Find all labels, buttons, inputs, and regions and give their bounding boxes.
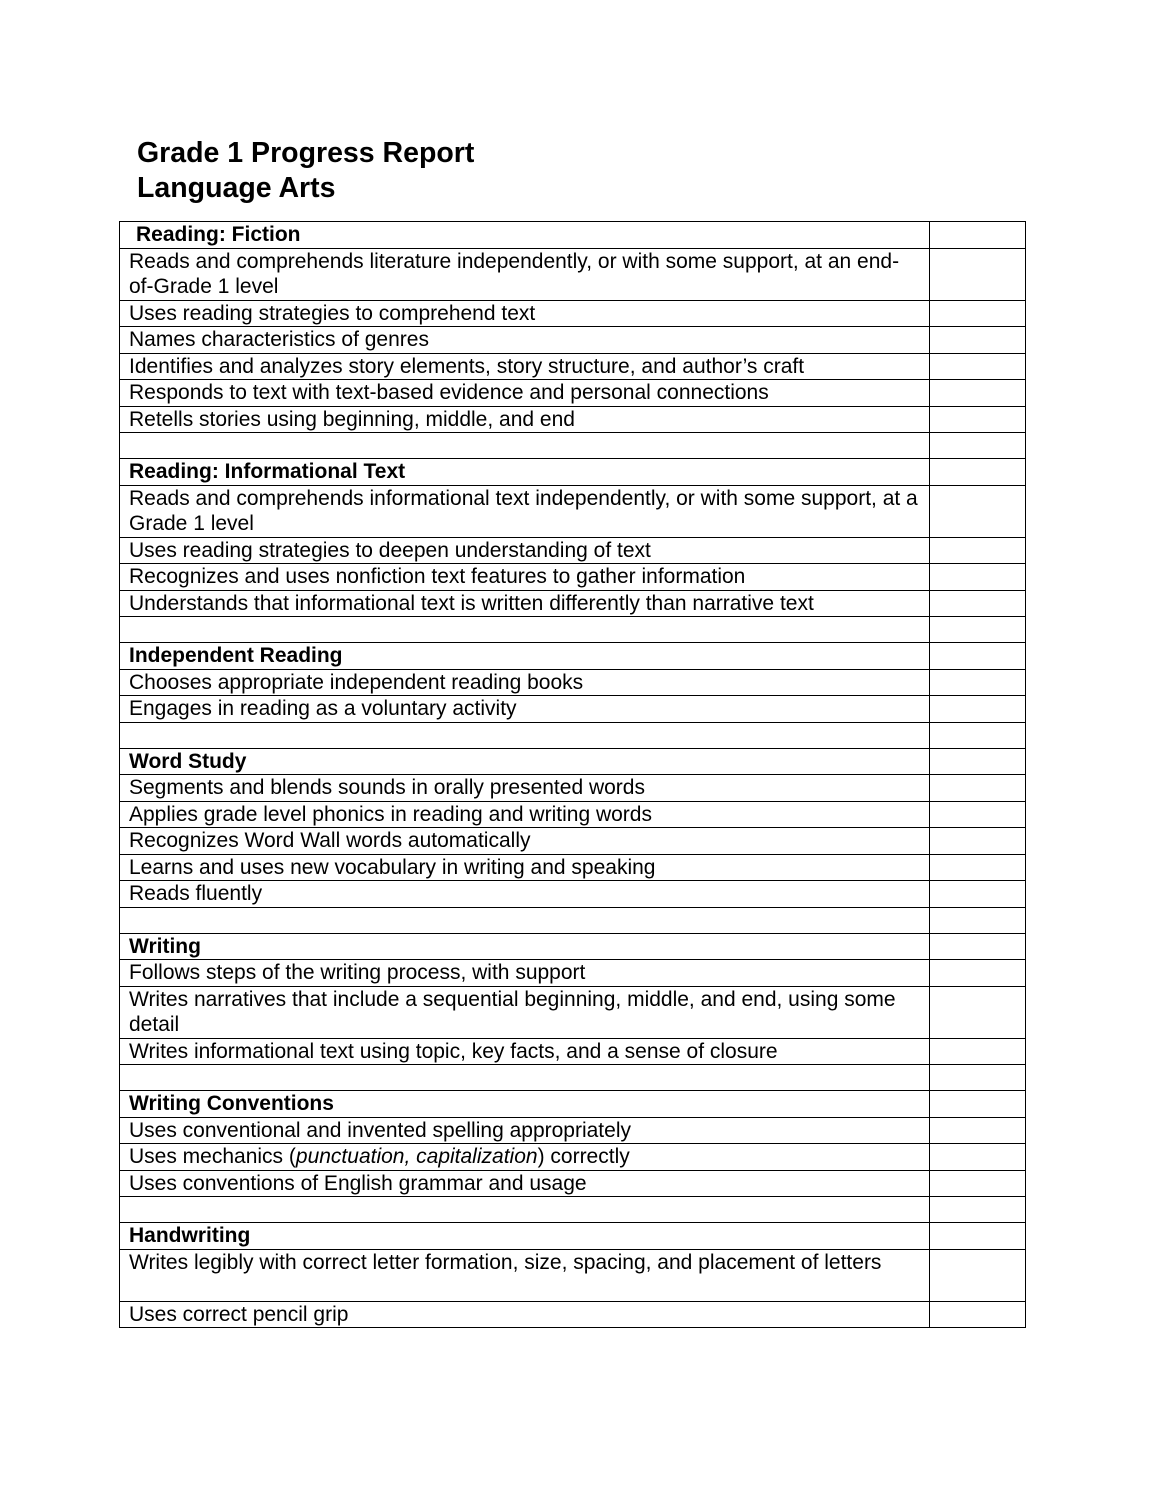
- rating-cell[interactable]: [930, 1249, 1026, 1301]
- subject-title: Language Arts: [137, 172, 336, 204]
- rating-cell[interactable]: [930, 775, 1026, 802]
- skill-description: Segments and blends sounds in orally presented words: [120, 775, 930, 802]
- rating-cell[interactable]: [930, 986, 1026, 1038]
- spacer-cell: [120, 1065, 930, 1091]
- skill-row: [120, 854, 1026, 881]
- skill-row: [120, 801, 1026, 828]
- rating-cell[interactable]: [930, 696, 1026, 723]
- skill-row: [120, 353, 1026, 380]
- skill-row: [120, 986, 1026, 1038]
- skill-text-italic: punctuation, capitalization: [295, 1145, 538, 1168]
- rating-cell[interactable]: [930, 960, 1026, 987]
- skill-description: Responds to text with text-based evidence and personal connections: [120, 380, 930, 407]
- skill-row: [120, 485, 1026, 537]
- rating-cell[interactable]: [930, 801, 1026, 828]
- skill-description: Learns and uses new vocabulary in writing and speaking: [120, 854, 930, 881]
- skill-description: Identifies and analyzes story elements, story structure, and author’s craft: [120, 353, 930, 380]
- skill-row: [120, 1117, 1026, 1144]
- skill-row: [120, 248, 1026, 300]
- rating-cell[interactable]: [930, 406, 1026, 433]
- section-header-row: [120, 459, 1026, 486]
- skill-row: [120, 1038, 1026, 1065]
- skill-description: Names characteristics of genres: [120, 327, 930, 354]
- skill-text: ) correctly: [537, 1145, 630, 1168]
- skill-row: [120, 380, 1026, 407]
- rating-cell[interactable]: [930, 380, 1026, 407]
- skill-description: Reads fluently: [120, 881, 930, 908]
- rating-cell[interactable]: [930, 300, 1026, 327]
- rating-cell[interactable]: [930, 1301, 1026, 1328]
- rating-cell[interactable]: [930, 1170, 1026, 1197]
- rating-cell[interactable]: [930, 854, 1026, 881]
- section-header: Word Study: [120, 748, 930, 775]
- rating-cell[interactable]: [930, 222, 1026, 249]
- spacer-cell: [120, 433, 930, 459]
- rating-cell[interactable]: [930, 590, 1026, 617]
- spacer-rating-cell: [930, 617, 1026, 643]
- rating-cell[interactable]: [930, 933, 1026, 960]
- spacer-rating-cell: [930, 907, 1026, 933]
- section-header: Reading: Fiction: [120, 222, 930, 249]
- rating-cell[interactable]: [930, 537, 1026, 564]
- skill-description: Understands that informational text is written differently than narrative text: [120, 590, 930, 617]
- skill-row: [120, 1144, 1026, 1171]
- skill-description: Uses correct pencil grip: [120, 1301, 930, 1328]
- section-header-row: [120, 933, 1026, 960]
- rating-cell[interactable]: [930, 1223, 1026, 1250]
- section-header-row: [120, 1091, 1026, 1118]
- rating-cell[interactable]: [930, 1091, 1026, 1118]
- skill-row: [120, 1301, 1026, 1328]
- section-header: Independent Reading: [120, 643, 930, 670]
- spacer-cell: [120, 722, 930, 748]
- skill-row: [120, 406, 1026, 433]
- section-header-row: [120, 643, 1026, 670]
- skill-text: Uses mechanics (: [129, 1145, 296, 1168]
- rating-cell[interactable]: [930, 669, 1026, 696]
- section-header-row: [120, 1223, 1026, 1250]
- rating-cell[interactable]: [930, 327, 1026, 354]
- spacer-rating-cell: [930, 433, 1026, 459]
- rating-cell[interactable]: [930, 248, 1026, 300]
- skill-description: Writes narratives that include a sequential beginning, middle, and end, using some detail: [120, 986, 930, 1038]
- progress-table-body: [120, 222, 1026, 1328]
- section-header: Writing: [120, 933, 930, 960]
- skill-description: Reads and comprehends informational text independently, or with some support, at a Grade 1 level: [120, 485, 930, 537]
- section-header: Reading: Informational Text: [120, 459, 930, 486]
- skill-row: [120, 1170, 1026, 1197]
- spacer-row: [120, 1197, 1026, 1223]
- skill-description: Applies grade level phonics in reading and writing words: [120, 801, 930, 828]
- skill-description: Reads and comprehends literature independently, or with some support, at an end-of-Grade 1 level: [120, 248, 930, 300]
- skill-row: [120, 327, 1026, 354]
- rating-cell[interactable]: [930, 353, 1026, 380]
- document-title: [137, 136, 474, 206]
- skill-row: [120, 960, 1026, 987]
- skill-description: Uses conventions of English grammar and usage: [120, 1170, 930, 1197]
- rating-cell[interactable]: [930, 881, 1026, 908]
- skill-row: [120, 775, 1026, 802]
- skill-description: Recognizes and uses nonfiction text features to gather information: [120, 564, 930, 591]
- spacer-row: [120, 617, 1026, 643]
- skill-description: Chooses appropriate independent reading books: [120, 669, 930, 696]
- rating-cell[interactable]: [930, 748, 1026, 775]
- spacer-cell: [120, 907, 930, 933]
- spacer-row: [120, 722, 1026, 748]
- skill-description: Recognizes Word Wall words automatically: [120, 828, 930, 855]
- section-header: Handwriting: [120, 1223, 930, 1250]
- skill-row: [120, 696, 1026, 723]
- rating-cell[interactable]: [930, 459, 1026, 486]
- skill-row: [120, 881, 1026, 908]
- rating-cell[interactable]: [930, 828, 1026, 855]
- skill-description: Retells stories using beginning, middle, and end: [120, 406, 930, 433]
- spacer-cell: [120, 617, 930, 643]
- skill-row: [120, 300, 1026, 327]
- skill-row: [120, 537, 1026, 564]
- skill-row: [120, 828, 1026, 855]
- spacer-row: [120, 1065, 1026, 1091]
- rating-cell[interactable]: [930, 1117, 1026, 1144]
- skill-description: Uses reading strategies to comprehend text: [120, 300, 930, 327]
- spacer-cell: [120, 1197, 930, 1223]
- rating-cell[interactable]: [930, 564, 1026, 591]
- rating-cell[interactable]: [930, 1038, 1026, 1065]
- skill-description: Follows steps of the writing process, with support: [120, 960, 930, 987]
- skill-row: [120, 590, 1026, 617]
- skill-description: Writes informational text using topic, key facts, and a sense of closure: [120, 1038, 930, 1065]
- skill-description: [120, 1144, 930, 1171]
- skill-description: Uses conventional and invented spelling appropriately: [120, 1117, 930, 1144]
- section-header-row: [120, 748, 1026, 775]
- skill-description: Writes legibly with correct letter formation, size, spacing, and placement of letters: [120, 1249, 930, 1301]
- report-title: Grade 1 Progress Report: [137, 137, 475, 169]
- rating-cell[interactable]: [930, 485, 1026, 537]
- section-header: Writing Conventions: [120, 1091, 930, 1118]
- skill-row: [120, 564, 1026, 591]
- skill-description: Engages in reading as a voluntary activity: [120, 696, 930, 723]
- rating-cell[interactable]: [930, 643, 1026, 670]
- spacer-rating-cell: [930, 722, 1026, 748]
- skill-row: [120, 1249, 1026, 1301]
- spacer-row: [120, 433, 1026, 459]
- spacer-row: [120, 907, 1026, 933]
- spacer-rating-cell: [930, 1197, 1026, 1223]
- section-header-row: [120, 222, 1026, 249]
- progress-table: [119, 221, 1026, 1328]
- spacer-rating-cell: [930, 1065, 1026, 1091]
- rating-cell[interactable]: [930, 1144, 1026, 1171]
- skill-row: [120, 669, 1026, 696]
- skill-description: Uses reading strategies to deepen understanding of text: [120, 537, 930, 564]
